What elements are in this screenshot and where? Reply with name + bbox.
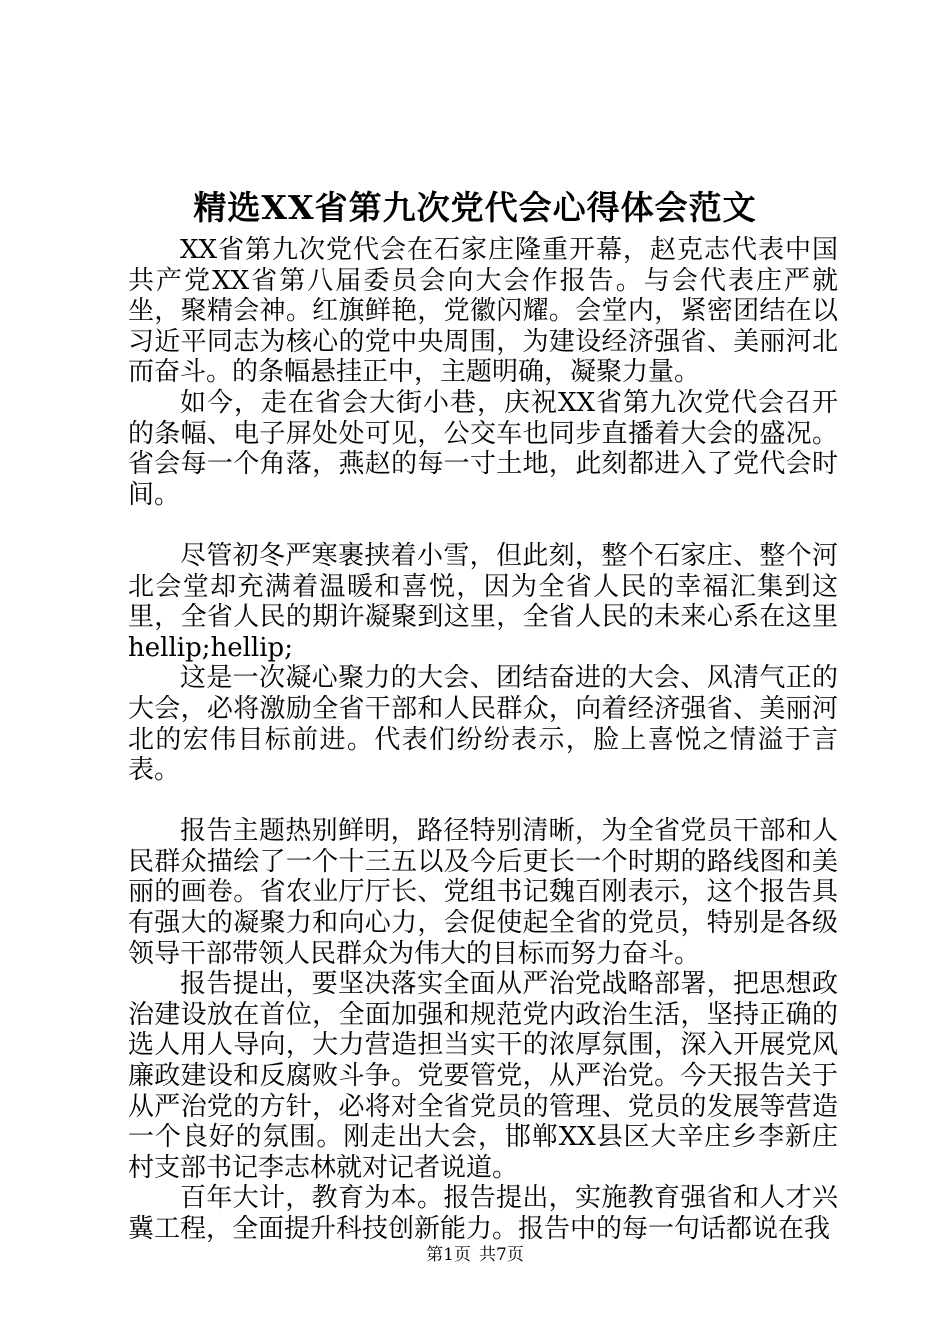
paragraph-7: 百年大计，教育为本。报告提出，实施教育强省和人才兴冀工程，全面提升科技创新能力。报告中的每一句话都说在我 — [128, 1183, 838, 1244]
paragraph-5: 报告主题热别鲜明，路径特别清晰，为全省党员干部和人民群众描绘了一个十三五以及今后更长一个时期的路线图和美丽的画卷。省农业厅厅长、党组书记魏百刚表示，这个报告具有强大的凝聚力和向心力，会促使起全省的党员，特别是各级领导干部带领人民群众为伟大的目标而努力奋斗。 — [128, 816, 838, 969]
page-number: 第1页 — [426, 1245, 471, 1265]
page-total: 共7页 — [479, 1245, 524, 1265]
document-title: 精选XX省第九次党代会心得体会范文 — [193, 188, 757, 227]
paragraph-6: 报告提出，要坚决落实全面从严治党战略部署，把思想政治建设放在首位，全面加强和规范党内政治生活，坚持正确的选人用人导向，大力营造担当实干的浓厚氛围，深入开展党风廉政建设和反腐败斗争。党要管党，从严治党。今天报告关于从严治党的方针，必将对全省党员的管理、党员的发展等营造一个良好的氛围。刚走出大会，邯郸XX县区大辛庄乡李新庄村支部书记李志林就对记者说道。 — [128, 969, 838, 1183]
page-footer — [0, 1244, 950, 1266]
paragraph-3: 尽管初冬严寒裹挟着小雪，但此刻，整个石家庄、整个河北会堂却充满着温暖和喜悦，因为全省人民的幸福汇集到这里，全省人民的期许凝聚到这里，全省人民的未来心系在这里hellip;hellip; — [128, 540, 838, 663]
paragraph-4: 这是一次凝心聚力的大会、团结奋进的大会、风清气正的大会，必将激励全省干部和人民群众，向着经济强省、美丽河北的宏伟目标前进。代表们纷纷表示，脸上喜悦之情溢于言表。 — [128, 663, 838, 786]
paragraph-1: XX省第九次党代会在石家庄隆重开幕，赵克志代表中国共产党XX省第八届委员会向大会作报告。与会代表庄严就坐，聚精会神。红旗鲜艳，党徽闪耀。会堂内，紧密团结在以习近平同志为核心的党中央周围，为建设经济强省、美丽河北而奋斗。的条幅悬挂正中，主题明确，凝聚力量。 — [128, 235, 838, 388]
paragraph-2: 如今，走在省会大街小巷，庆祝XX省第九次党代会召开的条幅、电子屏处处可见，公交车也同步直播着大会的盛况。省会每一个角落，燕赵的每一寸土地，此刻都进入了党代会时间。 — [128, 387, 838, 510]
document-body — [128, 235, 838, 1245]
